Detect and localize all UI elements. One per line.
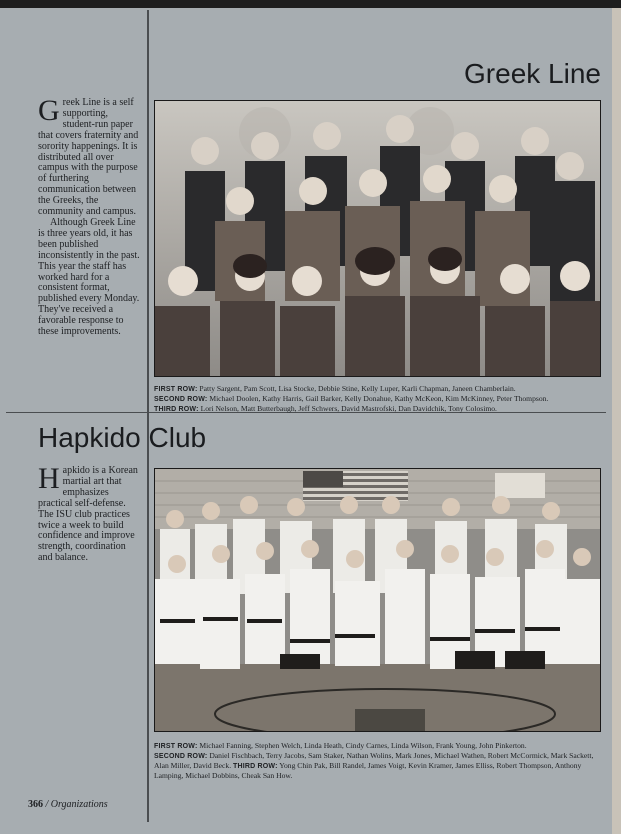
greek-line-text: [38, 94, 142, 338]
greek-caption-row1: [154, 384, 604, 394]
greek-line-para2: Although Greek Line is three years old, it has been published inconsistently in the past. This year the staff has worked hard for a consistent format, published every Monday. They've received a favorable response to these improvements.: [38, 216, 140, 338]
greek-row1-names: Patty Sargent, Pam Scott, Lisa Stocke, Debbie Stine, Kelly Luper, Karli Chapman, Janeen Chamberlain.: [199, 384, 516, 393]
hapkido-para1-text: apkido is a Korean martial art that emphasizes practical self-defense. The ISU club practices twice a week to build confidence and improve strength, coordination and balance.: [38, 465, 138, 564]
greek-dropcap: G: [38, 94, 60, 127]
greek-caption-row2: [154, 394, 604, 404]
greek-row1-label: FIRST ROW:: [154, 386, 198, 393]
hapkido-club-title: Hapkido Club: [38, 422, 207, 453]
page-number: 366: [28, 799, 43, 810]
greek-row3-label: THIRD ROW:: [154, 406, 199, 413]
greek-line-group-photo: [154, 100, 601, 377]
hapkido-caption-row2: [154, 751, 594, 780]
greek-line-caption: [154, 384, 604, 414]
folio-section: Organizations: [50, 799, 108, 810]
hapkido-club-group-photo: [154, 468, 601, 732]
hapkido-caption: [154, 741, 594, 780]
hapkido-dropcap: H: [38, 462, 60, 495]
hapkido-text: [38, 462, 142, 564]
greek-para1-text: reek Line is a self supporting, student-run paper that covers fraternity and sorority happenings. It is distributed all over campus with the purpose of furthering communication between the Greeks, the community and campus.: [38, 97, 139, 218]
hapkido-row1-label: FIRST ROW:: [154, 743, 198, 750]
greek-row2-label: SECOND ROW:: [154, 396, 208, 403]
hapkido-row3-label: THIRD ROW:: [233, 763, 278, 770]
hapkido-caption-row1: [154, 741, 594, 751]
hapkido-row2-names: Daniel Fischbach, Terry Jacobs, Sam Staker, Nathan Wolins, Mark Jones, Michael Wathen, Robert McCormick, Mark Sackett, Alan Miller, David Beck.: [154, 751, 594, 770]
greek-row3-names: Lori Nelson, Matt Butterbaugh, Jeff Schwers, David Mastrofski, Dan Davidchik, Tony Colosimo.: [200, 404, 497, 413]
hapkido-photo-art: [155, 469, 600, 731]
hapkido-row2-label: SECOND ROW:: [154, 753, 208, 760]
greek-line-title: Greek Line: [464, 58, 601, 89]
hapkido-para1: [38, 462, 142, 564]
page-edge: [612, 8, 621, 834]
greek-photo-art: [155, 101, 600, 376]
greek-row2-names: Michael Doolen, Kathy Harris, Gail Barker, Kelly Donahue, Kathy McKeon, Kim McKinney, Peter Thompson.: [209, 394, 549, 403]
hapkido-row1-names: Michael Fanning, Stephen Welch, Linda Heath, Cindy Carnes, Linda Wilson, Frank Young, John Pinkerton.: [199, 741, 527, 750]
greek-caption-row3: [154, 404, 604, 414]
page-folio: 366 / Organizations: [28, 799, 108, 810]
greek-line-para1: [38, 94, 142, 218]
column-divider: [147, 10, 148, 822]
hapkido-row3-names: Yong Chin Pak, Bill Randel, James Voigt, Kevin Kramer, James Elliss, Robert Thompson, Anthony Lamping, Michael Dobbins, Cheak San How.: [154, 761, 582, 780]
